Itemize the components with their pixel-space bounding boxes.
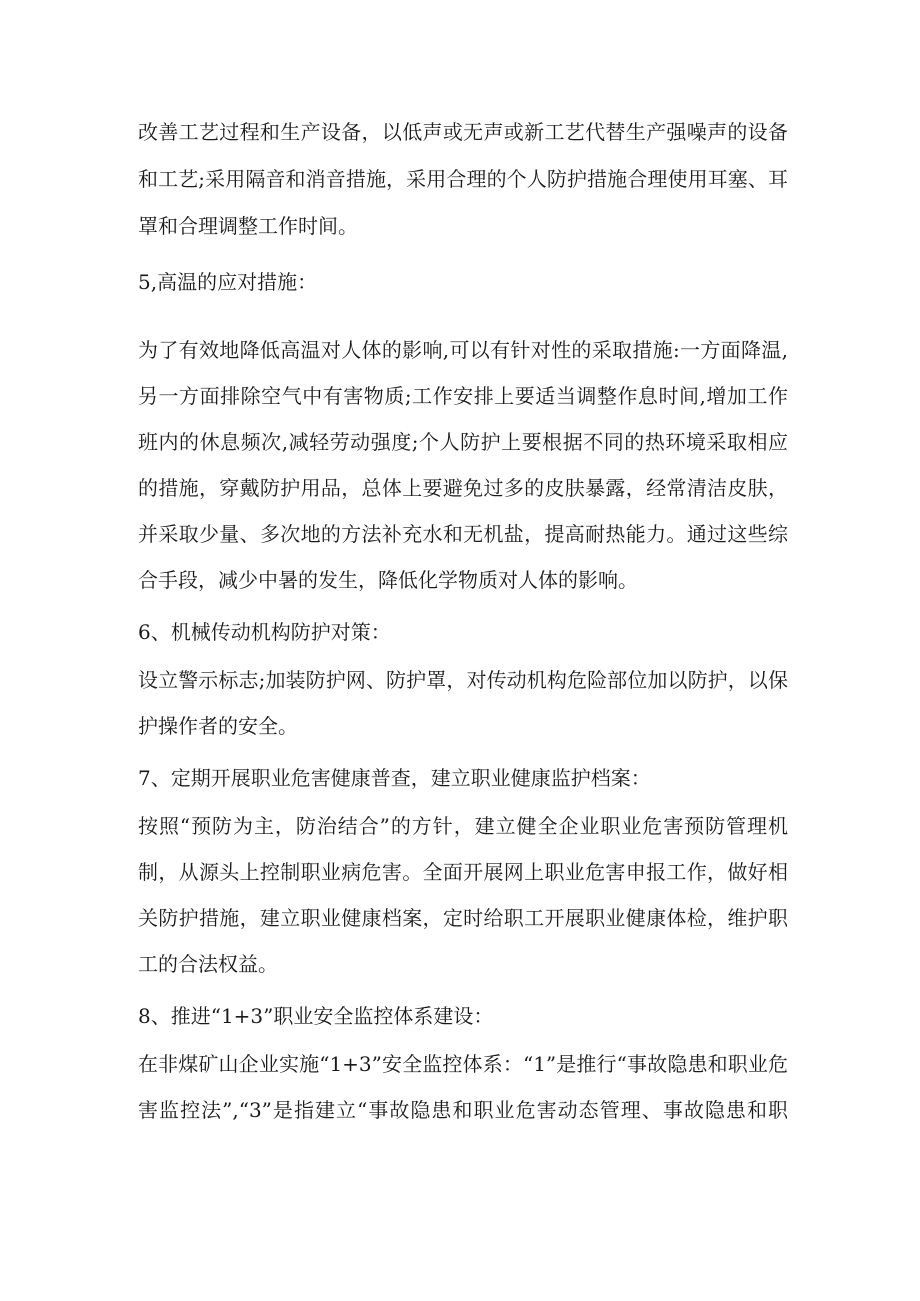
- paragraph-line: 另一方面排除空气中有害物质;工作安排上要适当调整作息时间,增加工作: [138, 384, 788, 408]
- paragraph-line: 制，从源头上控制职业病危害。全面开展网上职业危害申报工作，做好相: [138, 860, 788, 884]
- paragraph-line: 改善工艺过程和生产设备，以低声或无声或新工艺代替生产强噪声的设备: [138, 120, 788, 144]
- paragraph-line: 工的合法权益。: [138, 952, 278, 976]
- paragraph-line: 害监控法”,“3”是指建立“事故隐患和职业危害动态管理、事故隐患和职: [138, 1098, 788, 1122]
- section-heading: 8、推进“1+3”职业安全监控体系建设：: [138, 1004, 494, 1028]
- paragraph-line: 罩和合理调整工作时间。: [138, 214, 358, 238]
- paragraph-line: 并采取少量、多次地的方法补充水和无机盐，提高耐热能力。通过这些综: [138, 522, 788, 546]
- paragraph-line: 为了有效地降低高温对人体的影响,可以有针对性的采取措施:一方面降温,: [138, 338, 788, 362]
- paragraph-line: 在非煤矿山企业实施“1+3”安全监控体系：“1”是推行“事故隐患和职业危: [138, 1052, 788, 1076]
- paragraph-line: 班内的休息频次,减轻劳动强度;个人防护上要根据不同的热环境采取相应: [138, 430, 788, 454]
- section-heading: 5,高温的应对措施：: [138, 270, 318, 294]
- paragraph-line: 的措施，穿戴防护用品，总体上要避免过多的皮肤暴露，经常清洁皮肤，: [138, 476, 788, 500]
- paragraph-line: 合手段，减少中暑的发生，降低化学物质对人体的影响。: [138, 568, 638, 592]
- paragraph-line: 和工艺;采用隔音和消音措施，采用合理的个人防护措施合理使用耳塞、耳: [138, 167, 788, 191]
- paragraph-line: 关防护措施，建立职业健康档案，定时给职工开展职业健康体检，维护职: [138, 906, 788, 930]
- section-heading: 7、定期开展职业危害健康普查，建立职业健康监护档案：: [138, 766, 651, 790]
- paragraph-line: 设立警示标志;加装防护网、防护罩，对传动机构危险部位加以防护，以保: [138, 668, 788, 692]
- paragraph-line: 按照“预防为主，防治结合”的方针，建立健全企业职业危害预防管理机: [138, 814, 788, 838]
- section-heading: 6、机械传动机构防护对策：: [138, 620, 391, 644]
- paragraph-line: 护操作者的安全。: [138, 714, 298, 738]
